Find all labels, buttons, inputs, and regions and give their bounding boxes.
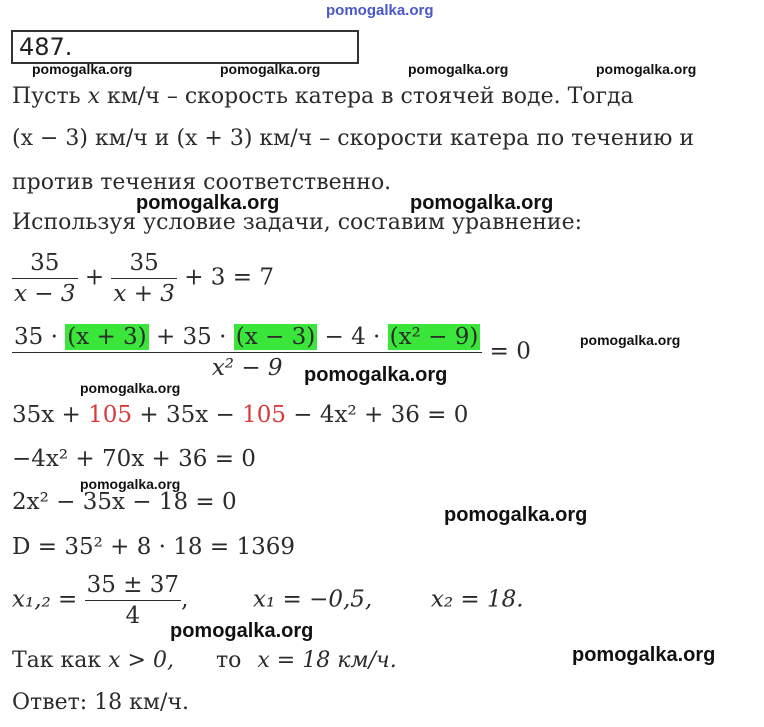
watermark: pomogalka.org	[596, 61, 697, 77]
equation-6: D = 35² + 8 · 18 = 1369	[12, 534, 295, 560]
text-line-1: Пусть x км/ч – скорость катера в стоячей воде. Тогда	[12, 84, 634, 109]
text-line-3: против течения соответственно.	[12, 170, 392, 195]
equation-1: $\frac{35}{x - 3}$ + $\frac{35}{x + 3}$ + 3 = 7	[14, 250, 274, 307]
watermark: pomogalka.org	[80, 476, 181, 492]
watermark: pomogalka.org	[580, 332, 681, 348]
watermark: pomogalka.org	[410, 192, 554, 214]
problem-number-box	[11, 30, 359, 64]
watermark: pomogalka.org	[32, 61, 133, 77]
watermark: pomogalka.org	[220, 61, 321, 77]
equation-3: 35x + 105 + 35x − 105 − 4x² + 36 = 0	[12, 402, 469, 428]
text-line-4: Используя условие задачи, составим уравнение:	[12, 210, 583, 235]
equation-2: $\frac{\text{35 · (x + 3) + 35 · (x − 3) − 4 · (x² − 9)}}{\text{x² − 9}}$ = 0	[14, 324, 531, 381]
text-line-2: (x − 3) км/ч и (x + 3) км/ч – скорости катера по течению и	[12, 126, 695, 151]
equation-4: −4x² + 70x + 36 = 0	[12, 446, 256, 472]
final-answer: Ответ: 18 км/ч.	[12, 690, 189, 715]
equation-7: x₁,₂ = $\frac{35 \pm 37}{4}$ , x₁ = −0,5, x₂ = 18.	[12, 572, 524, 629]
problem-number: 487.	[19, 33, 73, 61]
watermark: pomogalka.org	[572, 644, 716, 666]
watermark: pomogalka.org	[304, 364, 448, 386]
watermark: pomogalka.org	[80, 380, 181, 396]
watermark: pomogalka.org	[444, 504, 588, 526]
watermark: pomogalka.org	[408, 61, 509, 77]
answer-condition: Так как x > 0, то x = 18 км/ч.	[12, 648, 397, 673]
equation-5: 2x² − 35x − 18 = 0	[12, 489, 237, 515]
watermark: pomogalka.org	[136, 192, 280, 214]
watermark-top: pomogalka.org	[326, 2, 434, 19]
watermark: pomogalka.org	[170, 620, 314, 642]
